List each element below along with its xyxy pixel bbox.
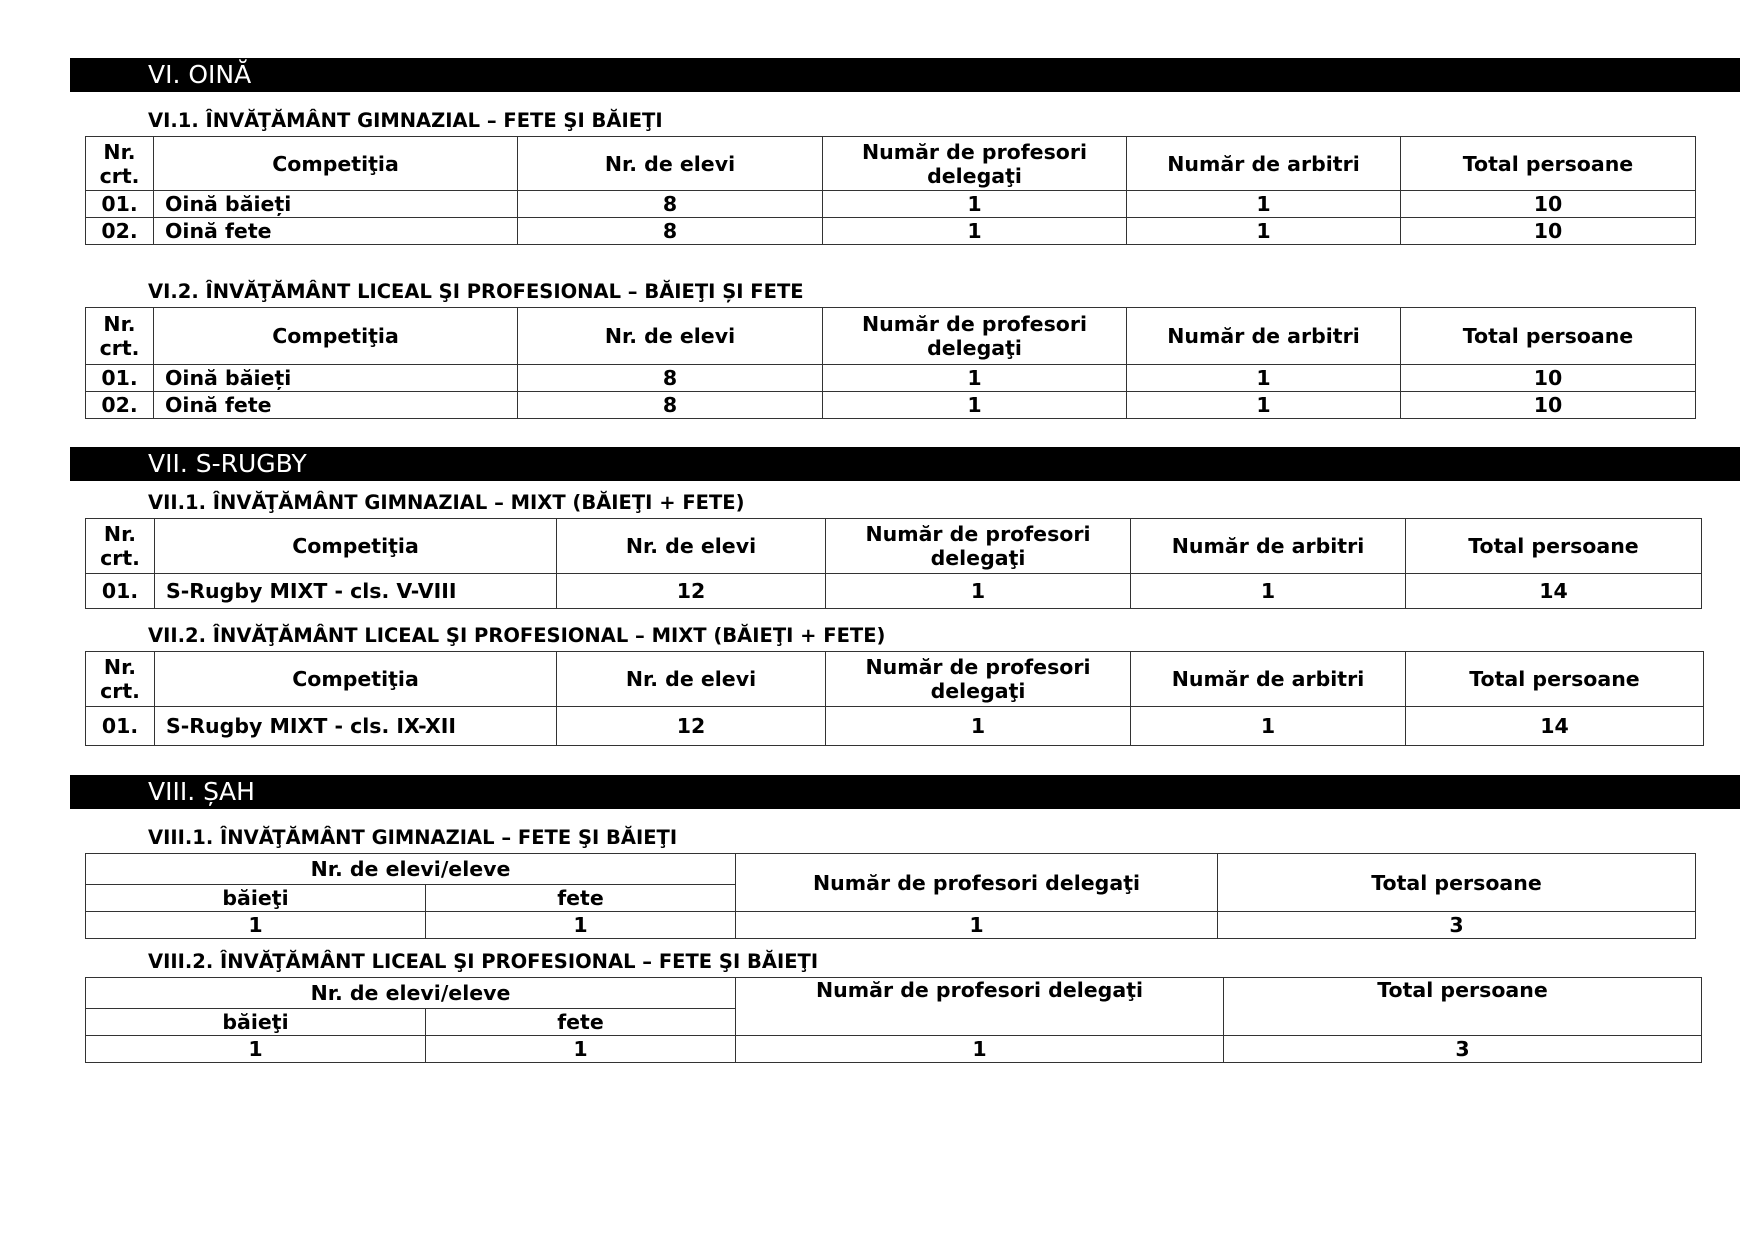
header-arbitri: Număr de arbitri (1131, 519, 1406, 574)
cell-arbitri: 1 (1131, 707, 1406, 746)
header-arbitri: Număr de arbitri (1127, 137, 1401, 191)
cell-nr: 02. (86, 218, 154, 245)
subsection-title: VI.1. ÎNVĂŢĂMÂNT GIMNAZIAL – FETE ŞI BĂIEŢI (148, 109, 663, 132)
cell-profesori: 1 (736, 912, 1218, 939)
cell-fete: 1 (426, 912, 736, 939)
table-row (86, 218, 1696, 245)
table-header-row (86, 137, 1696, 191)
header-nr-crt: Nr. crt. (86, 519, 155, 574)
cell-elevi: 8 (518, 191, 823, 218)
cell-total: 14 (1406, 574, 1702, 609)
table-header-row (86, 978, 1702, 1009)
table-sah-liceal (85, 977, 1702, 1063)
table-row (86, 574, 1702, 609)
cell-total: 10 (1401, 191, 1696, 218)
cell-nr: 01. (86, 707, 155, 746)
header-profesori: Număr de profesori delegaţi (823, 308, 1127, 365)
subsection-title: VI.2. ÎNVĂŢĂMÂNT LICEAL ŞI PROFESIONAL – BĂIEŢI ȘI FETE (148, 280, 804, 303)
cell-competitia: Oină băieți (154, 191, 518, 218)
cell-profesori: 1 (736, 1036, 1224, 1063)
cell-arbitri: 1 (1127, 392, 1401, 419)
cell-nr: 01. (86, 191, 154, 218)
header-profesori: Număr de profesori delegaţi (736, 978, 1224, 1036)
header-elevi: Nr. de elevi (518, 308, 823, 365)
header-baieti: băieţi (86, 1009, 426, 1036)
cell-competitia: Oină băieți (154, 365, 518, 392)
header-total: Total persoane (1401, 308, 1696, 365)
subsection-title: VIII.1. ÎNVĂŢĂMÂNT GIMNAZIAL – FETE ŞI BĂIEŢI (148, 826, 678, 849)
cell-arbitri: 1 (1127, 365, 1401, 392)
header-profesori: Număr de profesori delegaţi (736, 854, 1218, 912)
cell-elevi: 8 (518, 365, 823, 392)
cell-total: 10 (1401, 365, 1696, 392)
cell-nr: 01. (86, 365, 154, 392)
cell-total: 14 (1406, 707, 1704, 746)
header-total: Total persoane (1401, 137, 1696, 191)
table-row (86, 912, 1696, 939)
header-competitia: Competiţia (154, 308, 518, 365)
cell-elevi: 12 (557, 707, 826, 746)
section-heading-s-rugby: VII. S-RUGBY (70, 447, 1740, 481)
subsection-title: VII.1. ÎNVĂŢĂMÂNT GIMNAZIAL – MIXT (BĂIEŢI + FETE) (148, 491, 745, 514)
section-heading-sah: VIII. ȘAH (70, 775, 1740, 809)
header-nr-crt: Nr. crt. (86, 308, 154, 365)
header-arbitri: Număr de arbitri (1127, 308, 1401, 365)
cell-total: 10 (1401, 392, 1696, 419)
table-header-row (86, 308, 1696, 365)
cell-baieti: 1 (86, 912, 426, 939)
cell-elevi: 8 (518, 218, 823, 245)
subsection-title: VIII.2. ÎNVĂŢĂMÂNT LICEAL ŞI PROFESIONAL – FETE ŞI BĂIEŢI (148, 950, 819, 973)
cell-profesori: 1 (823, 365, 1127, 392)
header-total: Total persoane (1406, 652, 1704, 707)
header-nr-crt: Nr. crt. (86, 652, 155, 707)
cell-profesori: 1 (823, 392, 1127, 419)
table-row (86, 392, 1696, 419)
cell-fete: 1 (426, 1036, 736, 1063)
table-row (86, 1036, 1702, 1063)
header-elevi-eleve: Nr. de elevi/eleve (86, 978, 736, 1009)
cell-competitia: S-Rugby MIXT - cls. V-VIII (155, 574, 557, 609)
table-oina-gimnazial (85, 136, 1696, 245)
cell-profesori: 1 (823, 191, 1127, 218)
header-fete: fete (426, 885, 736, 912)
header-nr-crt: Nr. crt. (86, 137, 154, 191)
header-competitia: Competiţia (155, 652, 557, 707)
header-total: Total persoane (1406, 519, 1702, 574)
section-heading-oina: VI. OINĂ (70, 58, 1740, 92)
cell-arbitri: 1 (1127, 191, 1401, 218)
cell-profesori: 1 (826, 574, 1131, 609)
cell-competitia: S-Rugby MIXT - cls. IX-XII (155, 707, 557, 746)
table-oina-liceal (85, 307, 1696, 419)
header-elevi: Nr. de elevi (557, 652, 826, 707)
cell-competitia: Oină fete (154, 218, 518, 245)
header-fete: fete (426, 1009, 736, 1036)
table-row (86, 707, 1704, 746)
cell-nr: 01. (86, 574, 155, 609)
cell-total: 3 (1218, 912, 1696, 939)
table-row (86, 191, 1696, 218)
subsection-title: VII.2. ÎNVĂŢĂMÂNT LICEAL ŞI PROFESIONAL – MIXT (BĂIEŢI + FETE) (148, 624, 886, 647)
header-arbitri: Număr de arbitri (1131, 652, 1406, 707)
table-header-row (86, 854, 1696, 885)
cell-total: 3 (1224, 1036, 1702, 1063)
header-elevi: Nr. de elevi (518, 137, 823, 191)
table-row (86, 365, 1696, 392)
cell-baieti: 1 (86, 1036, 426, 1063)
header-total: Total persoane (1218, 854, 1696, 912)
header-competitia: Competiţia (155, 519, 557, 574)
cell-total: 10 (1401, 218, 1696, 245)
header-profesori: Număr de profesori delegaţi (826, 519, 1131, 574)
header-profesori: Număr de profesori delegaţi (823, 137, 1127, 191)
table-header-row (86, 519, 1702, 574)
cell-elevi: 12 (557, 574, 826, 609)
cell-profesori: 1 (823, 218, 1127, 245)
header-elevi: Nr. de elevi (557, 519, 826, 574)
header-total: Total persoane (1224, 978, 1702, 1036)
cell-arbitri: 1 (1131, 574, 1406, 609)
cell-nr: 02. (86, 392, 154, 419)
table-srugby-liceal (85, 651, 1704, 746)
cell-profesori: 1 (826, 707, 1131, 746)
header-profesori: Număr de profesori delegaţi (826, 652, 1131, 707)
header-competitia: Competiţia (154, 137, 518, 191)
header-elevi-eleve: Nr. de elevi/eleve (86, 854, 736, 885)
cell-arbitri: 1 (1127, 218, 1401, 245)
cell-competitia: Oină fete (154, 392, 518, 419)
cell-elevi: 8 (518, 392, 823, 419)
table-srugby-gimnazial (85, 518, 1702, 609)
header-baieti: băieţi (86, 885, 426, 912)
table-header-row (86, 652, 1704, 707)
table-sah-gimnazial (85, 853, 1696, 939)
